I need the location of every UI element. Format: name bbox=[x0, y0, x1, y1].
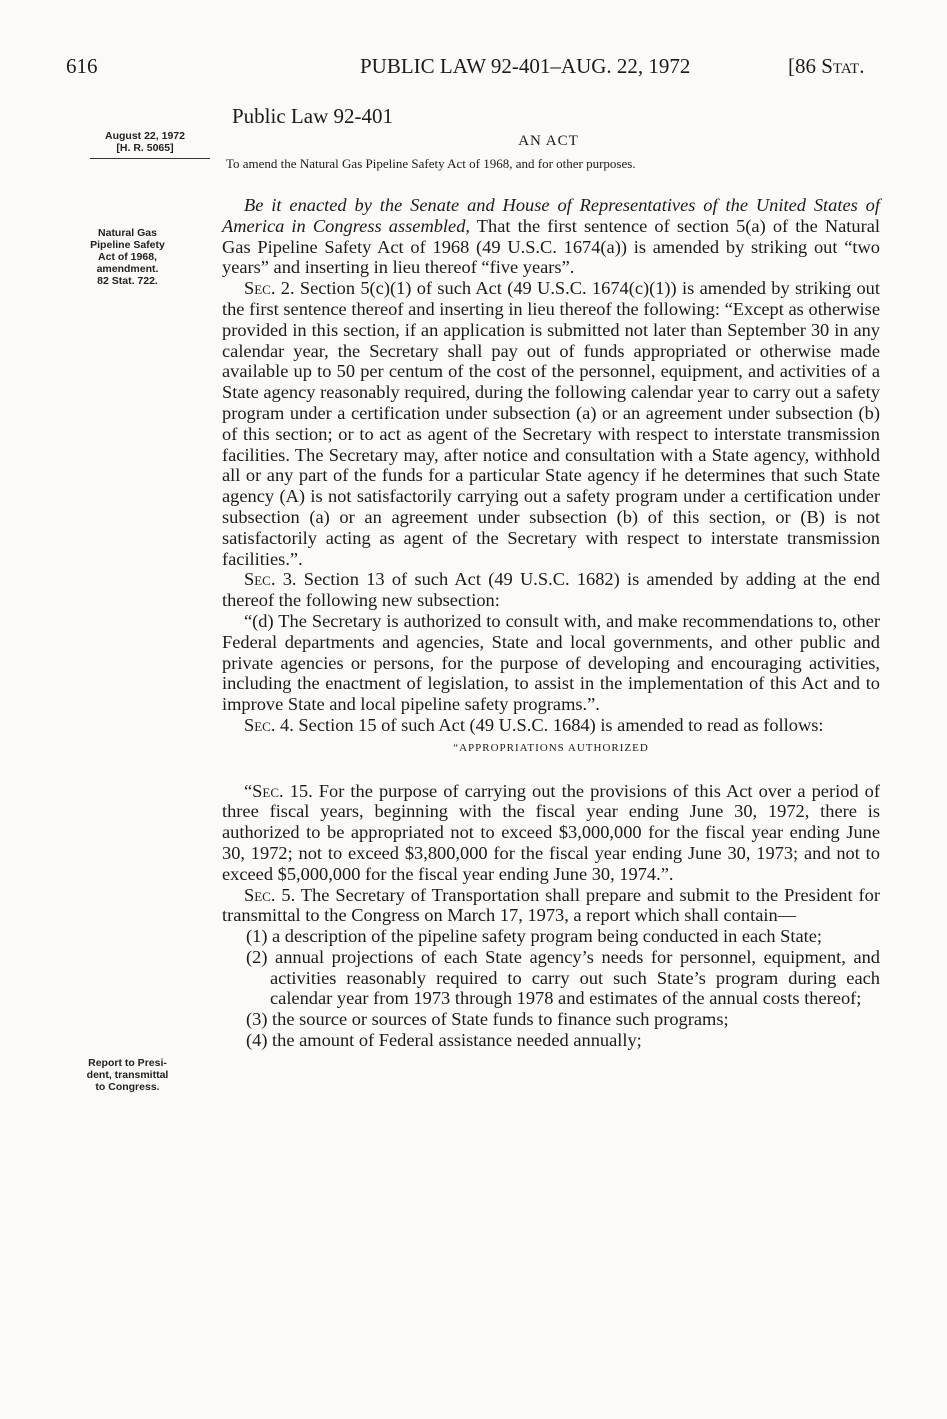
margin-date: August 22, 1972 bbox=[105, 130, 185, 142]
section-5 bbox=[222, 885, 880, 927]
an-act-heading: AN ACT bbox=[518, 133, 579, 149]
section-15-label: “Sec. 15. bbox=[244, 780, 313, 801]
margin-note-line: Report to Presi- bbox=[88, 1057, 167, 1069]
running-header bbox=[0, 54, 947, 84]
section-3 bbox=[222, 569, 880, 611]
act-purpose: To amend the Natural Gas Pipeline Safety Act of 1968, and for other purposes. bbox=[226, 156, 636, 171]
report-item: (3) the source or sources of State funds to finance such programs; bbox=[246, 1009, 729, 1030]
section-1-text: That the first sentence of section 5(a) of the Natural Gas Pipeline Safety Act of 1968 (49 U.S.C. 1674(a)) is amended by striking out “two years” and inserting in lieu thereof “five years”. bbox=[222, 215, 880, 278]
section-2-label: Sec. 2. bbox=[244, 278, 295, 299]
section-2-text: Section 5(c)(1) of such Act (49 U.S.C. 1674(c)(1)) is amended by striking out the first sentence thereof and inserting in lieu thereof the following: “Except as otherwise provided in this section, if an application is submitted not later than September 30 in any calendar year, the Secretary shall pay out of funds appropriated or otherwise made available up to 50 per centum of the cost of the personnel, equipment, and activities of a State agency reasonably required, during the following calendar year to carry out a safety program under a certification under subsection (a) or an agreement under subsection (b) of this section; or to act as agent of the Secretary with respect to interstate transmission facilities. The Secretary may, after notice and consultation with a State agency, withhold all or any part of the funds for a particular State agency if he determines that such State agency (A) is not satisfactorily carrying out a safety program under a certification under subsection (a) or an agreement under subsection (b) of this section, or (B) is not satisfactorily acting as agent of the Secretary with respect to interstate transmission facilities.”. bbox=[222, 278, 880, 569]
margin-note-line: to Congress. bbox=[95, 1081, 160, 1093]
section-5-label: Sec. 5. bbox=[244, 884, 296, 905]
appropriations-heading: “APPROPRIATIONS AUTHORIZED bbox=[453, 741, 649, 754]
margin-note-line: 82 Stat. 722. bbox=[97, 275, 158, 287]
report-item: (1) a description of the pipeline safety program being conducted in each State; bbox=[246, 926, 823, 947]
section-3-label: Sec. 3. bbox=[244, 569, 297, 590]
section-4 bbox=[222, 715, 880, 736]
margin-rule bbox=[90, 158, 210, 159]
margin-note-line: Pipeline Safety bbox=[90, 239, 165, 251]
public-law-title: Public Law 92-401 bbox=[232, 104, 393, 128]
margin-note-amendment bbox=[60, 227, 195, 287]
margin-note-line: dent, transmittal bbox=[86, 1069, 169, 1081]
margin-note-report bbox=[60, 1057, 195, 1093]
section-3-subsection-d: “(d) The Secretary is authorized to consult with, and make recommendations to, other Federal departments and agencies, State and local governments, and other public and private agencies or persons, for the purpose of developing and encouraging activities, including the enactment of legislation, to assist in the implementation of this Act and to improve State and local pipeline safety programs.”. bbox=[222, 610, 880, 715]
act-body bbox=[222, 195, 880, 1051]
enacting-clause: Be it enacted by the Senate and House of Representatives of the United States of America in Congress assembled, bbox=[222, 195, 880, 236]
header-title: PUBLIC LAW 92-401–AUG. 22, 1972 bbox=[360, 54, 691, 78]
report-item: (4) the amount of Federal assistance needed annually; bbox=[246, 1030, 642, 1051]
section-15 bbox=[222, 781, 880, 885]
header-stat: [86 Stat. bbox=[788, 54, 865, 78]
section-4-label: Sec. 4. bbox=[244, 714, 294, 735]
report-item: (2) annual projections of each State agency’s needs for personnel, equipment, and activities reasonably required to carry out such State’s program during each calendar year from 1973 through 1978 and estimates of the annual costs thereof; bbox=[246, 946, 880, 1009]
section-2 bbox=[222, 278, 880, 569]
margin-note-line: Act of 1968, bbox=[98, 251, 157, 263]
page-number: 616 bbox=[66, 54, 98, 78]
margin-note-line: amendment. bbox=[96, 263, 159, 275]
section-4-text: Section 15 of such Act (49 U.S.C. 1684) is amended to read as follows: bbox=[293, 714, 824, 735]
section-1 bbox=[222, 195, 880, 278]
margin-bill: [H. R. 5065] bbox=[116, 142, 174, 154]
section-15-text: For the purpose of carrying out the provisions of this Act over a period of three fiscal years, beginning with the fiscal year ending June 30, 1972, there is authorized to be appropriated not to exceed $3,000,000 for the fiscal year ending June 30, 1972; not to exceed $3,800,000 for the fiscal year ending June 30, 1973; and not to exceed $5,000,000 for the fiscal year ending June 30, 1974.”. bbox=[222, 780, 881, 884]
margin-note-line: Natural Gas bbox=[98, 227, 157, 239]
section-3-text: Section 13 of such Act (49 U.S.C. 1682) is amended by adding at the end thereof the following new subsection: bbox=[222, 569, 880, 611]
section-5-text: The Secretary of Transportation shall prepare and submit to the President for transmittal to the Congress on March 17, 1973, a report which shall contain— bbox=[222, 884, 881, 926]
